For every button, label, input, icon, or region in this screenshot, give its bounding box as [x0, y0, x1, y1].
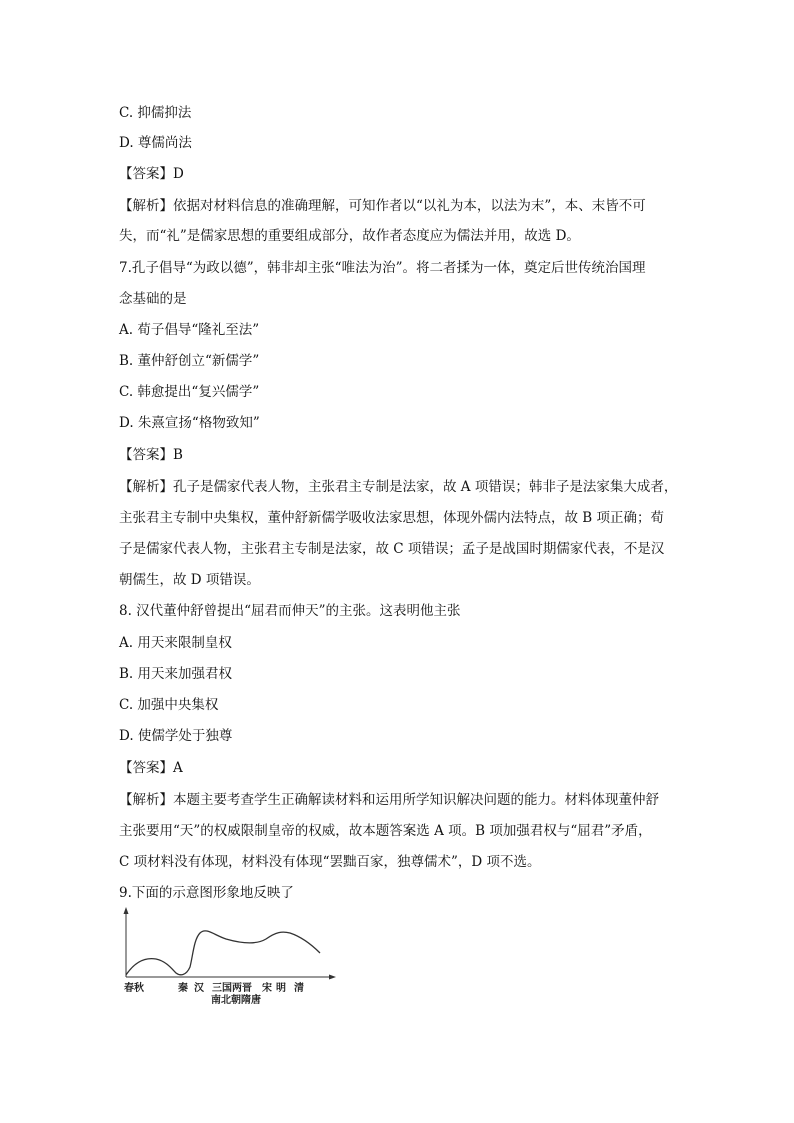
q7-answer: 【答案】B: [119, 447, 183, 463]
y-axis-arrow: [124, 907, 129, 914]
x-tick-label: 清: [294, 983, 304, 994]
q8-analysis-line-2: 主张要用“天”的权威限制皇帝的权威，故本题答案选 A 项。B 项加强君权与“屈君”矛盾，: [119, 823, 652, 839]
q6-analysis-line-1: 【解析】依据对材料信息的准确理解，可知作者以“以礼为本，以法为末”，本、末皆不可: [119, 198, 646, 214]
q8-analysis-line-3: C 项材料没有体现，材料没有体现“罢黜百家，独尊儒术”，D 项不选。: [119, 854, 541, 870]
x-tick-label: 秦: [178, 983, 188, 994]
x-tick-labels: [124, 981, 304, 1006]
trend-diagram: [110, 905, 350, 1015]
x-tick-label: 宋: [262, 983, 272, 994]
trend-curve: [126, 931, 320, 975]
q8-answer: 【答案】A: [119, 760, 183, 776]
q8-analysis-line-1: 【解析】本题主要考查学生正确解读材料和运用所学知识解决问题的能力。材料体现董仲舒: [119, 792, 659, 808]
q7-analysis-line-2: 主张君主专制中央集权，董仲舒新儒学吸收法家思想，体现外儒内法特点，故 B 项正确；荀: [119, 510, 665, 526]
x-tick-label: 明: [276, 983, 286, 994]
q8-option-b: B. 用天来加强君权: [119, 666, 233, 682]
x-tick-label: 三国两晋: [212, 983, 252, 994]
x-axis-arrow: [329, 975, 336, 980]
q7-option-a: A. 荀子倡导“隆礼至法”: [119, 322, 260, 338]
q7-stem-line-2: 念基础的是: [119, 291, 187, 307]
q8-option-d: D. 使儒学处于独尊: [119, 728, 233, 744]
q7-analysis-line-4: 朝儒生，故 D 项错误。: [119, 572, 260, 588]
q8-option-a: A. 用天来限制皇权: [119, 635, 232, 651]
q7-option-c: C. 韩愈提出“复兴儒学”: [119, 384, 260, 400]
x-tick-label: 南北朝隋唐: [211, 995, 261, 1006]
q7-analysis-line-3: 子是儒家代表人物，主张君主专制是法家，故 C 项错误；孟子是战国时期儒家代表，不是汉: [119, 541, 665, 557]
q8-stem: 8. 汉代董仲舒曾提出“屈君而伸天”的主张。这表明他主张: [119, 603, 461, 619]
q6-analysis-line-2: 失，而“礼”是儒家思想的重要组成部分，故作者态度应为儒法并用，故选 D。: [119, 228, 580, 244]
q6-option-d: D. 尊儒尚法: [119, 135, 192, 151]
q7-option-b: B. 董仲舒创立“新儒学”: [119, 353, 260, 369]
q9-stem: 9.下面的示意图形象地反映了: [119, 885, 294, 901]
q6-answer: 【答案】D: [119, 166, 184, 182]
q7-option-d: D. 朱熹宣扬“格物致知”: [119, 415, 260, 431]
q7-stem-line-1: 7.孔子倡导“为政以德”，韩非却主张“唯法为治”。将二者揉为一体，奠定后世传统治国理: [119, 260, 646, 276]
q7-analysis-line-1: 【解析】孔子是儒家代表人物，主张君主专制是法家，故 A 项错误；韩非子是法家集大成者，: [119, 479, 678, 495]
x-tick-label: 汉: [194, 983, 204, 994]
q8-option-c: C. 加强中央集权: [119, 697, 219, 713]
x-tick-label: 春秋: [124, 983, 144, 994]
q6-option-c: C. 抑儒抑法: [119, 105, 192, 121]
